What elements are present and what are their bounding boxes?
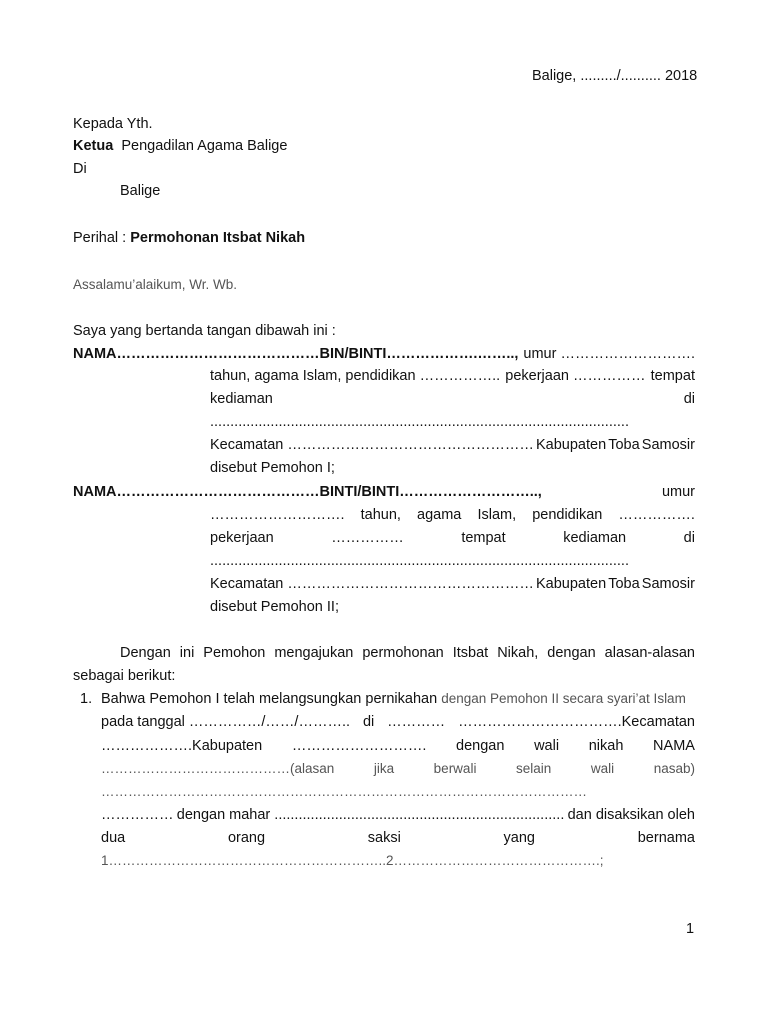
item1-l4-e: wali: [590, 761, 615, 776]
item1-l7-a: dua: [101, 830, 126, 846]
item1-l7-e: bernama: [637, 830, 695, 846]
pemohon2-l2-d: Islam,: [477, 507, 517, 523]
date-line: Balige, ........./.......... 2018: [532, 68, 698, 84]
item1-line2: [101, 713, 695, 731]
item1-l2-c: …………: [387, 714, 446, 730]
pemohon1-l3-b: di: [683, 391, 695, 407]
di-line: Di: [73, 161, 87, 177]
subject-line: [73, 229, 305, 247]
pemohon1-line4: ........................................................................................................: [210, 414, 629, 430]
item1-line1: [101, 690, 686, 708]
pemohon2-l2-f: …………….: [618, 507, 695, 523]
item1-l6-c: dan disaksikan oleh: [567, 807, 695, 823]
page-number: 1: [686, 921, 695, 937]
pemohon2-l2-e: pendidikan: [532, 507, 603, 523]
item1-line8: 1……………………………………………………..2……………………………………….;: [101, 853, 604, 868]
pemohon1-line3: [210, 390, 695, 408]
city-line: Balige: [120, 183, 161, 199]
pemohon2-l5-a: Kecamatan ……………………………………………: [210, 576, 534, 592]
paragraph1-line1: [120, 644, 695, 662]
item1-line3: [101, 737, 695, 755]
item1-line4: [101, 760, 695, 778]
para1-w4: permohonan: [362, 645, 444, 661]
pemohon1-name-line: [73, 345, 695, 363]
pemohon1-line5: [210, 436, 695, 454]
item1-number: 1.: [80, 691, 93, 707]
pemohon1-l2-a: tahun, agama Islam, pendidikan ……………..: [210, 368, 501, 384]
pemohon2-name: NAMA……………………………………BINTI/BINTI………………………..,: [73, 484, 542, 500]
pemohon2-line2: [210, 506, 695, 524]
pemohon1-l2-b: pekerjaan ……………: [505, 368, 646, 384]
item1-l3-d: wali: [534, 738, 560, 754]
ketua-text: Pengadilan Agama Balige: [121, 138, 288, 154]
pemohon2-umur: umur: [661, 484, 695, 500]
item1-l6-a: ……………: [101, 807, 174, 823]
item1-l3-b: ……………………….: [291, 738, 427, 754]
item1-l3-e: nikah: [588, 738, 624, 754]
pemohon2-l5-b: Kabupaten: [535, 576, 607, 592]
pemohon2-line6: disebut Pemohon II;: [210, 599, 339, 615]
pemohon2-l5-d: Samosir: [641, 576, 695, 592]
pemohon1-l5-d: Samosir: [641, 437, 695, 453]
pemohon2-l3-b: ……………: [331, 530, 404, 546]
para1-w3: mengajukan: [274, 645, 354, 661]
item1-l2-b: di: [362, 714, 375, 730]
pemohon1-l5-a: Kecamatan ……………………………………………: [210, 437, 534, 453]
item1-l2-d: …………………………….Kecamatan: [458, 714, 695, 730]
pemohon1-line2: [210, 367, 695, 385]
pemohon1-l3-a: kediaman: [210, 391, 273, 407]
item1-l3-a: ……………….Kabupaten: [101, 738, 263, 754]
para1-w8: alasan-alasan: [604, 645, 695, 661]
para1-w6: Nikah,: [497, 645, 539, 661]
pemohon1-l5-b: Kabupaten: [535, 437, 607, 453]
pemohon1-l5-c: Toba: [608, 437, 640, 453]
pemohon2-line4: ........................................................................................................: [210, 553, 629, 569]
item1-l3-c: dengan: [456, 738, 505, 754]
pemohon2-l3-a: pekerjaan: [210, 530, 274, 546]
para1-w5: Itsbat: [452, 645, 489, 661]
greeting: Assalamu’alaikum, Wr. Wb.: [73, 277, 238, 292]
pemohon2-l2-b: tahun,: [360, 507, 401, 523]
item1-l7-c: saksi: [367, 830, 401, 846]
item1-line7: [101, 829, 695, 847]
item1-l2-a: pada tanggal ……………/……/………..: [101, 714, 350, 730]
ketua-line: [73, 137, 287, 155]
item1-l4-c: berwali: [433, 761, 477, 776]
pemohon2-line5: [210, 575, 695, 593]
addressee-line: Kepada Yth.: [73, 116, 153, 132]
pemohon2-l2-c: agama: [417, 507, 462, 523]
item1-l6-b: dengan mahar ........................................................................: [176, 807, 565, 823]
para1-w0: Dengan: [120, 645, 171, 661]
item1-l4-d: selain: [516, 761, 552, 776]
item1-line5: ………………………………………………………………………………………………: [101, 784, 587, 799]
intro-line: Saya yang bertanda tangan dibawah ini :: [73, 323, 336, 339]
item1-l1-a: Bahwa Pemohon I telah melangsungkan pernikahan: [101, 691, 438, 707]
para1-w1: ini: [179, 645, 195, 661]
pemohon2-line3: [210, 529, 695, 547]
item1-l4-f: nasab): [653, 761, 695, 776]
item1-l7-d: yang: [503, 830, 535, 846]
item1-line6: [101, 806, 695, 824]
item1-l4-b: jika: [373, 761, 395, 776]
subject-label: Perihal :: [73, 230, 127, 246]
item1-l7-b: orang: [227, 830, 266, 846]
pemohon1-line6: disebut Pemohon I;: [210, 460, 335, 476]
item1-l1-b: dengan Pemohon II secara syari’at Islam: [441, 691, 686, 706]
pemohon1-name: NAMA……………………………………BIN/BINTI……………….……..,: [73, 346, 519, 362]
pemohon1-umur: umur ……………………….: [523, 346, 695, 362]
pemohon2-l3-e: di: [683, 530, 695, 546]
item1-l3-f: NAMA: [653, 738, 695, 754]
pemohon2-l5-c: Toba: [608, 576, 640, 592]
pemohon2-l3-d: kediaman: [563, 530, 627, 546]
para1-w2: Pemohon: [203, 645, 266, 661]
pemohon2-l2-a: ……………………….: [210, 507, 345, 523]
paragraph1-line2: sebagai berikut:: [73, 668, 176, 684]
pemohon2-l3-c: tempat: [461, 530, 506, 546]
item1-l4-a: ……………………………………(alasan: [101, 761, 335, 776]
para1-w7: dengan: [547, 645, 596, 661]
pemohon2-name-line: [73, 483, 695, 501]
ketua-label: Ketua: [73, 138, 114, 154]
pemohon1-l2-c: tempat: [650, 368, 695, 384]
subject-value: Permohonan Itsbat Nikah: [130, 230, 306, 246]
